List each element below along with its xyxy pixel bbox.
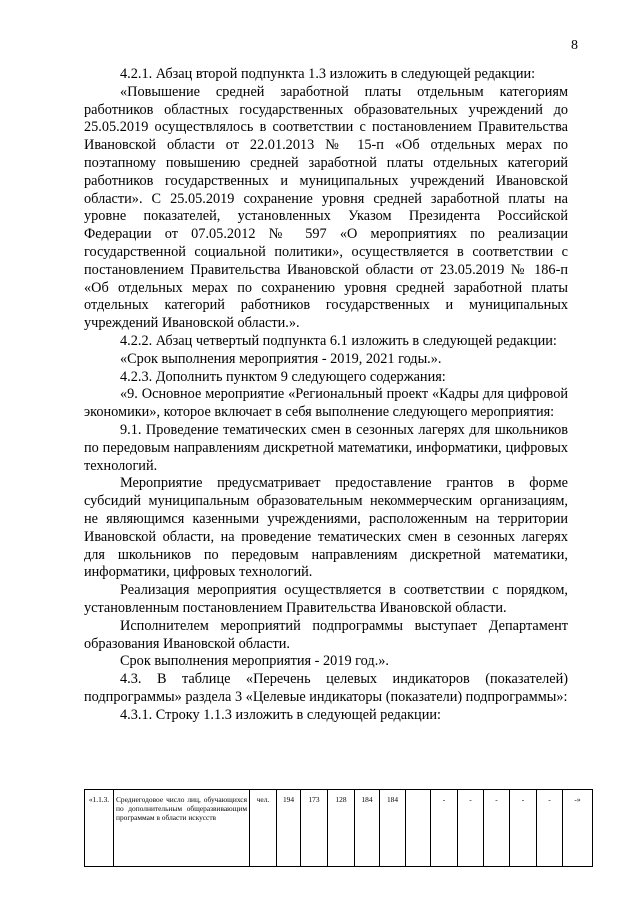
row-number-cell: «1.1.3.	[85, 790, 114, 867]
paragraph-executor: Исполнителем мероприятий подпрограммы выступает Департамент образования Ивановской области.	[84, 617, 568, 652]
indicators-table	[84, 789, 593, 867]
paragraph-item-9-1: 9.1. Проведение тематических смен в сезонных лагерях для школьников по передовым направлениям дискретной математики, информатики, цифровых технологий.	[84, 421, 568, 474]
paragraph-deadline-2019-2021: «Срок выполнения мероприятия - 2019, 2021 годы.».	[120, 350, 442, 367]
page-number: 8	[571, 38, 578, 53]
value-cell: -»	[563, 790, 593, 867]
paragraph-implementation: Реализация мероприятия осуществляется в соответствии с порядком, установленным постановлением Правительства Ивановской области.	[84, 582, 568, 616]
value-cell: -	[458, 790, 484, 867]
value-cell: -	[484, 790, 510, 867]
paragraph-item-9: «9. Основное мероприятие «Региональный проект «Кадры для цифровой экономики», которое включает в себя выполнение следующего мероприятия:	[84, 386, 568, 421]
paragraph-4-3-1: 4.3.1. Строку 1.1.3 изложить в следующей редакции:	[120, 706, 441, 723]
indicators-table-wrapper	[84, 789, 581, 867]
value-cell: 173	[301, 790, 328, 867]
unit-cell: чел.	[250, 790, 277, 867]
paragraph-deadline-2019: Срок выполнения мероприятия - 2019 год.».	[120, 653, 389, 670]
paragraph-4-2-1: 4.2.1. Абзац второй подпункта 1.3 изложить в следующей редакции:	[120, 66, 536, 82]
value-cell: 184	[355, 790, 380, 867]
value-cell: 184	[380, 790, 406, 867]
body-text	[84, 66, 568, 724]
paragraph-salary-text: «Повышение средней заработной платы отдельным категориям работников областных государственных образовательных учреждений до 25.05.2019 осуществлялось в соответствии с постановлением Правительства Ивановской области от 22.01.2013 № 15-п «Об отдельных мерах по поэтапному повышению средней заработной платы отдельных категорий работников государственных и муниципальных учреждений Ивановской области». С 25.05.2019 сохранение уровня средней заработной платы на уровне показателей, установленных Указом Президента Российской Федерации от 07.05.2012 № 597 «О мероприятиях по реализации государственной социальной политики», осуществляется в соответствии с постановлением Правительства Ивановской области от 23.05.2019 № 186-п «Об отдельных мерах по сохранению уровня средней заработной платы отдельных категорий работников государственных и муниципальных учреждений Ивановской области.».	[84, 83, 568, 332]
empty-cell	[406, 790, 431, 867]
paragraph-4-2-3: 4.2.3. Дополнить пунктом 9 следующего содержания:	[120, 368, 446, 385]
paragraph-grants: Мероприятие предусматривает предоставление грантов в форме субсидий муниципальным образовательным некоммерческим организациям, не являющимся казенными учреждениями, расположенным на территории Ивановской области, на проведение тематических смен в сезонных лагерях для школьников по передовым направлениям дискретной математики, информатики, цифровых технологий.	[84, 475, 568, 581]
table-row	[85, 790, 593, 867]
indicator-name-cell: Среднегодовое число лиц, обучающихся по дополнительным общеразвивающим программам в области искусств	[114, 790, 250, 867]
value-cell: 194	[277, 790, 301, 867]
paragraph-4-2-2: 4.2.2. Абзац четвертый подпункта 6.1 изложить в следующей редакции:	[120, 332, 557, 349]
value-cell: -	[510, 790, 537, 867]
value-cell: -	[537, 790, 563, 867]
value-cell: -	[431, 790, 458, 867]
value-cell: 128	[328, 790, 355, 867]
paragraph-4-3: 4.3. В таблице «Перечень целевых индикаторов (показателей) подпрограммы» раздела 3 «Целевые индикаторы (показатели) подпрограммы»:	[84, 671, 568, 705]
